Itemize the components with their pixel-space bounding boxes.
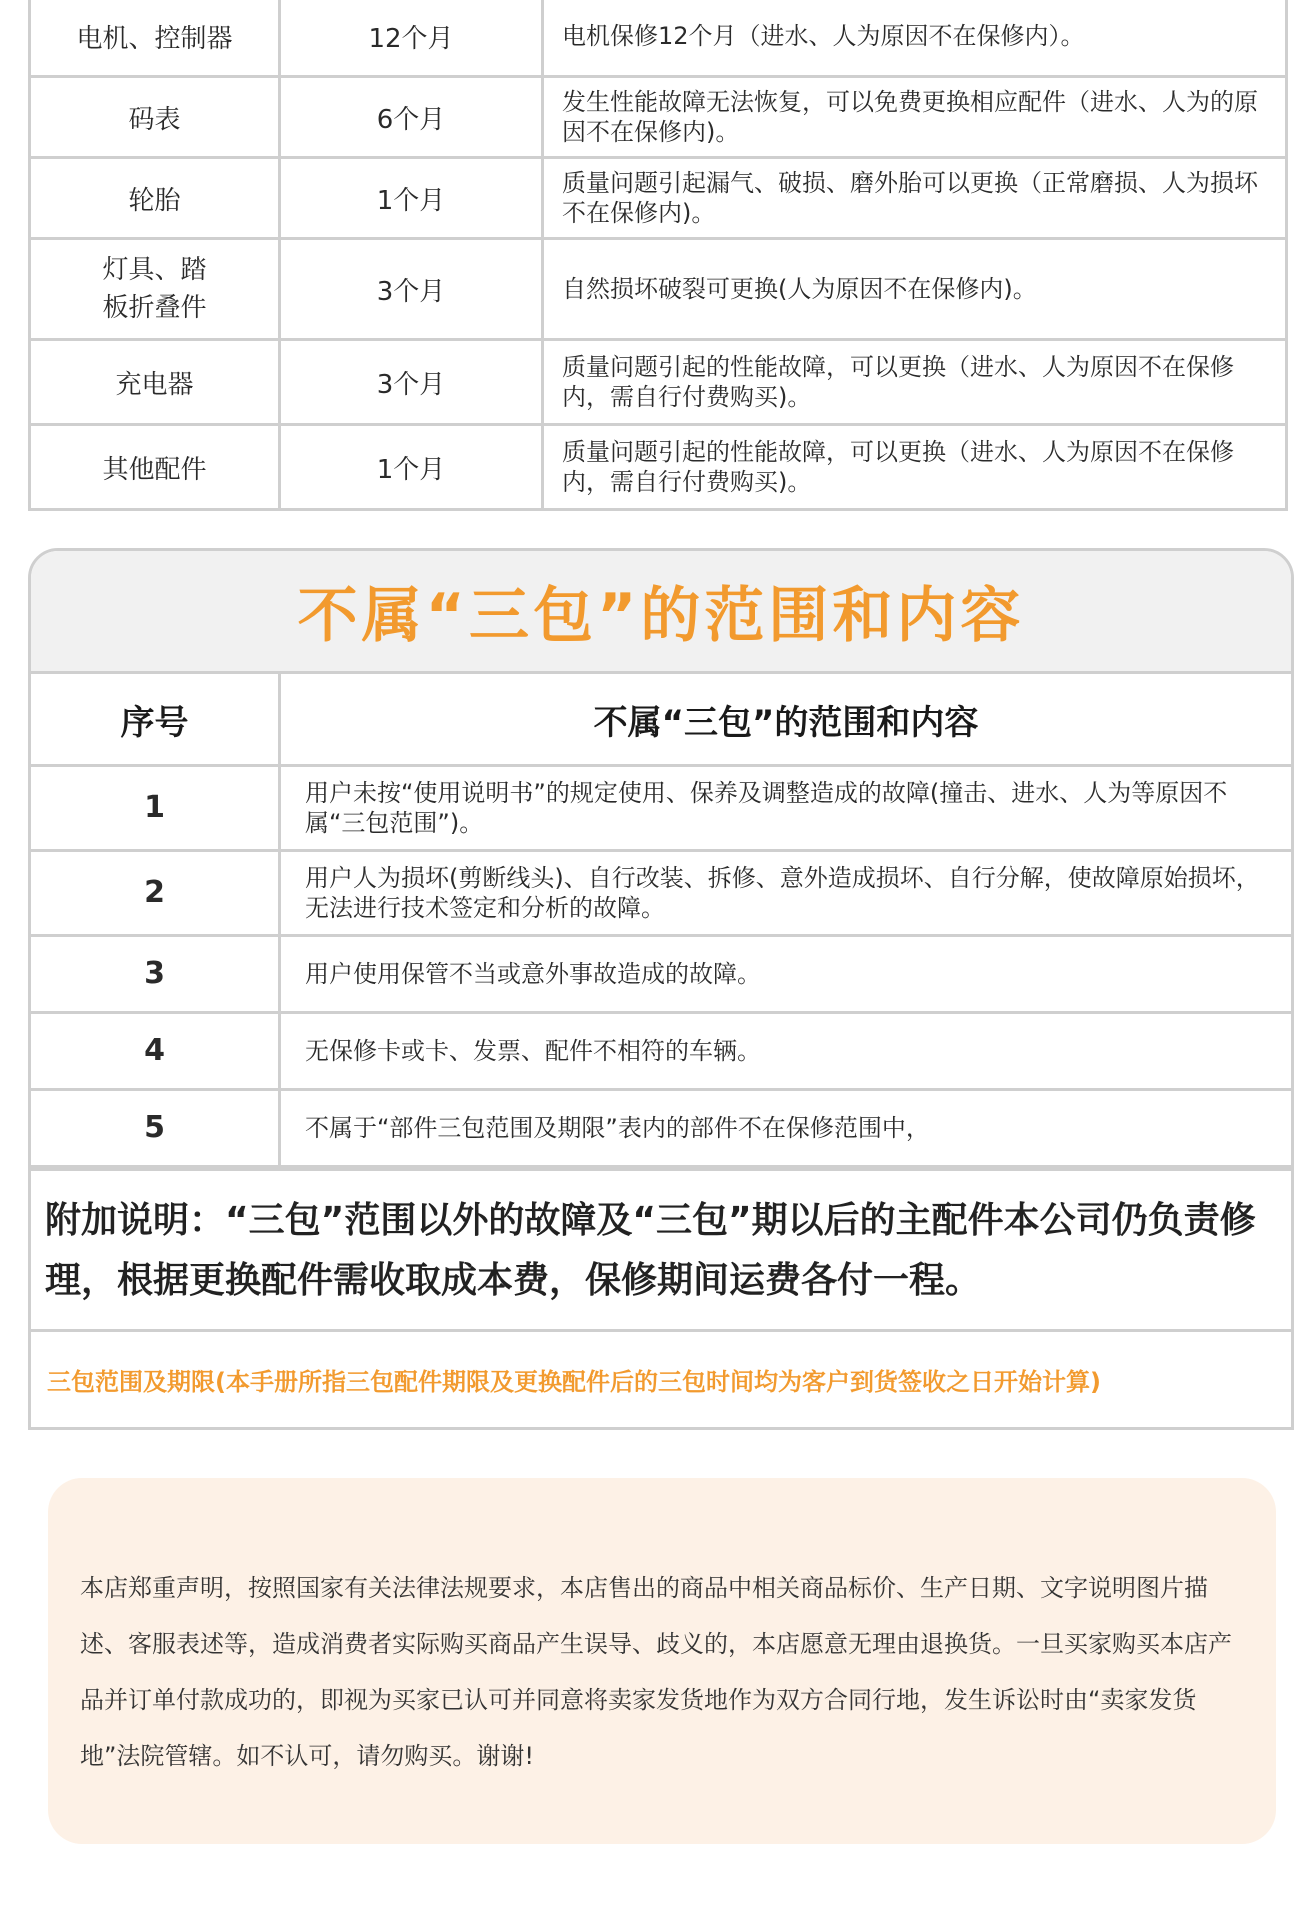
period-cell: 1个月 <box>280 425 543 510</box>
table-row <box>31 936 1291 1013</box>
table-row <box>31 851 1291 936</box>
part-cell: 轮胎 <box>30 158 280 239</box>
table-row <box>31 766 1291 851</box>
row-text: 用户人为损坏(剪断线头)、自行改装、拆修、意外造成损坏、自行分解，使故障原始损坏，无法进行技术签定和分析的故障。 <box>280 851 1292 936</box>
part-cell: 充电器 <box>30 340 280 425</box>
table-row <box>30 425 1287 510</box>
terms-cell: 质量问题引起漏气、破损、磨外胎可以更换（正常磨损、人为损坏不在保修内)。 <box>543 158 1287 239</box>
not-covered-title: 不属“三包”的范围和内容 <box>297 581 1025 651</box>
period-cell: 3个月 <box>280 340 543 425</box>
row-text: 用户使用保管不当或意外事故造成的故障。 <box>280 936 1292 1013</box>
part-cell: 码表 <box>30 77 280 158</box>
warranty-footnote: 三包范围及期限(本手册所指三包配件期限及更换配件后的三包时间均为客户到货签收之日开始计算) <box>47 1368 1101 1396</box>
period-cell: 3个月 <box>280 239 543 340</box>
table-row <box>30 77 1287 158</box>
col-header-content: 不属“三包”的范围和内容 <box>280 674 1292 766</box>
part-cell: 灯具、踏板折叠件 <box>30 239 280 340</box>
period-cell: 12个月 <box>280 0 543 77</box>
row-number: 1 <box>31 766 280 851</box>
row-number: 2 <box>31 851 280 936</box>
row-number: 4 <box>31 1013 280 1090</box>
period-cell: 1个月 <box>280 158 543 239</box>
table-row <box>30 239 1287 340</box>
row-text: 用户未按“使用说明书”的规定使用、保养及调整造成的故障(撞击、进水、人为等原因不属“三包范围”)。 <box>280 766 1292 851</box>
not-covered-header <box>31 551 1291 674</box>
warranty-table-container <box>28 0 1288 511</box>
table-header-row <box>31 674 1291 766</box>
row-text: 不属于“部件三包范围及期限”表内的部件不在保修范围中， <box>280 1090 1292 1167</box>
not-covered-card <box>28 548 1294 1430</box>
row-number: 3 <box>31 936 280 1013</box>
table-row <box>30 0 1287 77</box>
terms-cell: 质量问题引起的性能故障，可以更换（进水、人为原因不在保修内，需自行付费购买)。 <box>543 340 1287 425</box>
terms-cell: 自然损坏破裂可更换(人为原因不在保修内)。 <box>543 239 1287 340</box>
table-row <box>31 1013 1291 1090</box>
table-row <box>30 158 1287 239</box>
part-cell: 其他配件 <box>30 425 280 510</box>
warranty-table <box>28 0 1288 511</box>
store-disclaimer <box>48 1478 1276 1844</box>
terms-cell: 发生性能故障无法恢复，可以免费更换相应配件（进水、人为的原因不在保修内)。 <box>543 77 1287 158</box>
table-row <box>31 1090 1291 1167</box>
col-header-num: 序号 <box>31 674 280 766</box>
row-number: 5 <box>31 1090 280 1167</box>
table-row <box>30 340 1287 425</box>
row-text: 无保修卡或卡、发票、配件不相符的车辆。 <box>280 1013 1292 1090</box>
not-covered-table <box>31 674 1291 1168</box>
terms-cell: 质量问题引起的性能故障，可以更换（进水、人为原因不在保修内，需自行付费购买)。 <box>543 425 1287 510</box>
terms-cell: 电机保修12个月（进水、人为原因不在保修内）。 <box>543 0 1287 77</box>
additional-note: 附加说明：“三包”范围以外的故障及“三包”期以后的主配件本公司仍负责修理，根据更换配件需收取成本费，保修期间运费各付一程。 <box>31 1168 1291 1332</box>
part-cell: 电机、控制器 <box>30 0 280 77</box>
disclaimer-text: 本店郑重声明，按照国家有关法律法规要求，本店售出的商品中相关商品标价、生产日期、文字说明图片描述、客服表述等，造成消费者实际购买商品产生误导、歧义的，本店愿意无理由退换货。一旦买家购买本店产品并订单付款成功的，即视为买家已认可并同意将卖家发货地作为双方合同行地，发生诉讼时由“卖家发货地”法院管辖。如不认可，请勿购买。谢谢! <box>80 1574 1232 1770</box>
period-cell: 6个月 <box>280 77 543 158</box>
